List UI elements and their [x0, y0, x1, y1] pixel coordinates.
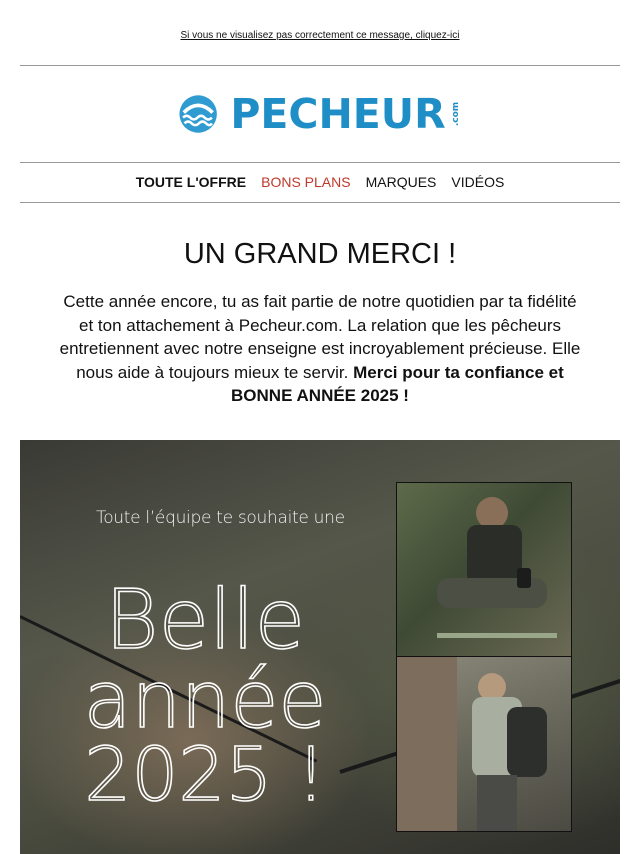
nav-item-offre[interactable]: TOUTE L'OFFRE — [135, 174, 247, 190]
intro-text: Cette année encore, tu as fait partie de notre quotidien par ta fidélité et ton attachement à Pecheur.com. La relation que les pêcheurs entretiennent avec notre enseigne est incroyablement précieuse. Elle nous aide à toujours mieux te servir. — [59, 292, 581, 382]
nav-item-videos[interactable]: VIDÉOS — [451, 174, 505, 190]
intro-paragraph — [55, 290, 585, 408]
brand-name: PECHEUR — [230, 90, 446, 138]
hero-headline-line1: Belle — [104, 573, 306, 668]
angler-photo-icon — [397, 657, 571, 831]
angler-photo-icon — [397, 483, 571, 657]
divider — [20, 202, 620, 203]
brand-suffix: .com — [450, 101, 461, 127]
hero-headline-line2: année — [83, 656, 327, 746]
preheader — [0, 30, 640, 42]
nav-item-marques[interactable]: MARQUES — [365, 174, 437, 190]
hero-photo-angler-backpack — [396, 656, 572, 832]
brand-logo[interactable] — [178, 86, 468, 142]
waves-logo-icon — [178, 86, 218, 142]
hero-banner[interactable] — [20, 440, 620, 854]
divider — [20, 65, 620, 66]
main-nav — [20, 163, 620, 201]
intro-bold-text: Merci pour ta confiance et BONNE ANNÉE 2025 ! — [231, 362, 564, 405]
nav-item-bons-plans[interactable]: BONS PLANS — [261, 174, 351, 190]
hero-subtitle: Toute l’équipe te souhaite une — [96, 508, 345, 528]
view-online-link[interactable]: Si vous ne visualisez pas correctement ce message, cliquez-ici — [180, 30, 460, 41]
hero-photo-angler-kneeling — [396, 482, 572, 658]
hero-headline-line3: 2025 ! — [84, 732, 326, 818]
page-title: UN GRAND MERCI ! — [183, 238, 457, 270]
